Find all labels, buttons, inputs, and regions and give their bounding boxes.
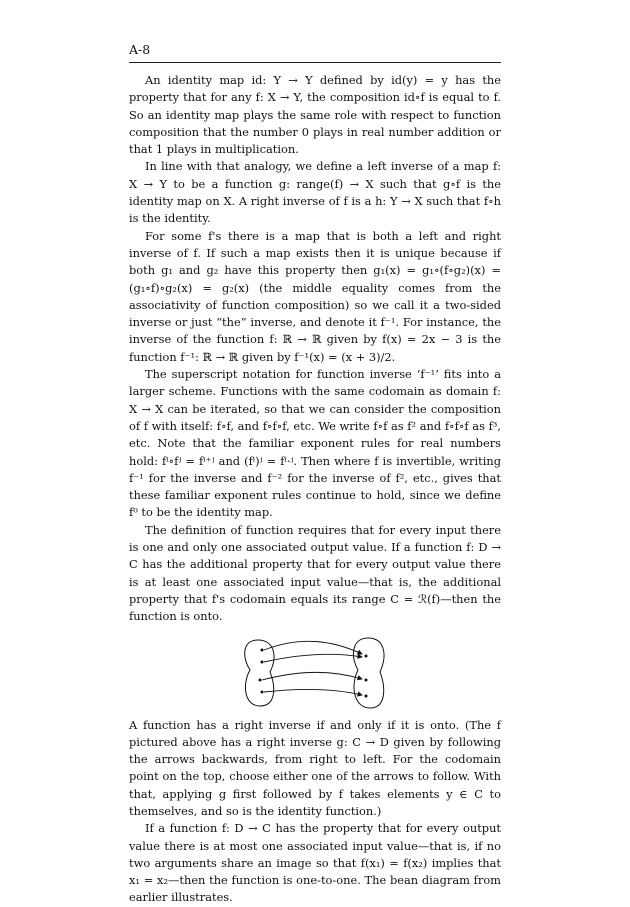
mapping-arrow	[262, 672, 362, 680]
running-header	[129, 42, 501, 63]
paragraph-right-inverse-onto: A function has a right inverse if and only if it is onto. (The f pictured above has a right inverse g: C → D given by following the arrows backwards, from right to left. For the codomain point on the top, choose either one of the arrows to follow. With that, applying g first followed by f takes elements y ∈ C to themselves, and so is the identity function.)	[129, 717, 501, 818]
domain-point	[261, 660, 264, 663]
page-body	[129, 72, 501, 907]
mapping-arrow	[264, 689, 362, 695]
mapping-arrow	[264, 654, 362, 662]
paragraph-identity-map: An identity map id: Y → Y defined by id(y) = y has the property that for any f: X → Y, the composition id∘f is equal to f. So an identity map plays the same role with respect to function composition that the number 0 plays in real number addition or that 1 plays in multiplication.	[129, 73, 501, 157]
domain-point	[259, 678, 262, 681]
paragraph-superscript-notation: The superscript notation for function inverse ‘f⁻¹’ fits into a larger scheme. Functions with the same codomain as domain f: X → X can be iterated, so that we can consider the composition of f with itself: f∘f, and f∘f∘f, etc. We write f∘f as f² and f∘f∘f as f³, etc. Note that the familiar exponent rules for real numbers hold: fⁱ∘fʲ = fⁱ⁺ʲ and (fⁱ)ʲ = fⁱ·ʲ. Then where f is invertible, writing f⁻¹ for the inverse and f⁻² for the inverse of f², etc., gives that these familiar exponent rules continue to hold, since we define f⁰ to be the identity map.	[129, 367, 501, 520]
codomain-point	[365, 678, 368, 681]
domain-point	[261, 648, 264, 651]
codomain-bean	[353, 638, 384, 708]
mapping-arrow	[264, 641, 362, 654]
codomain-point	[365, 654, 368, 657]
bean-diagram	[240, 632, 390, 712]
paragraph-two-sided-inverse: For some f's there is a map that is both a left and right inverse of f. If such a map exists then it is unique because if both g₁ and g₂ have this property then g₁(x) = g₁∘(f∘g₂)(x) = (g₁∘f)∘g₂(x) = g₂(x) (the middle equality comes from the associativity of function composition) so we call it a two-sided inverse or just “the” inverse, and denote it f⁻¹. For instance, the inverse of the function f: ℝ → ℝ given by f(x) = 2x − 3 is the function f⁻¹: ℝ → ℝ given by f⁻¹(x) = (x + 3)/2.	[129, 228, 501, 364]
page-number: A-8	[129, 42, 151, 57]
codomain-point	[365, 694, 368, 697]
domain-point	[261, 690, 264, 693]
domain-bean	[245, 640, 274, 706]
paragraph-onto-definition: The definition of function requires that for every input there is one and only one associated output value. If a function f: D → C has the additional property that for every output value there is at least one associated input value—that is, the additional property that f's codomain equals its range C = ℛ(f)—then the function is onto.	[129, 522, 501, 624]
paragraph-one-to-one: If a function f: D → C has the property that for every output value there is at most one associated input value—that is, if no two arguments share an image so that f(x₁) = f(x₂) implies that x₁ = x₂—then the function is one-to-one. The bean diagram from earlier illustrates.	[129, 821, 501, 905]
paragraph-left-right-inverse: In line with that analogy, we define a left inverse of a map f: X → Y to be a function g: range(f) → X such that g∘f is the identity map on X. A right inverse of f is a h: Y → X such that f∘h is the identity.	[129, 159, 501, 226]
